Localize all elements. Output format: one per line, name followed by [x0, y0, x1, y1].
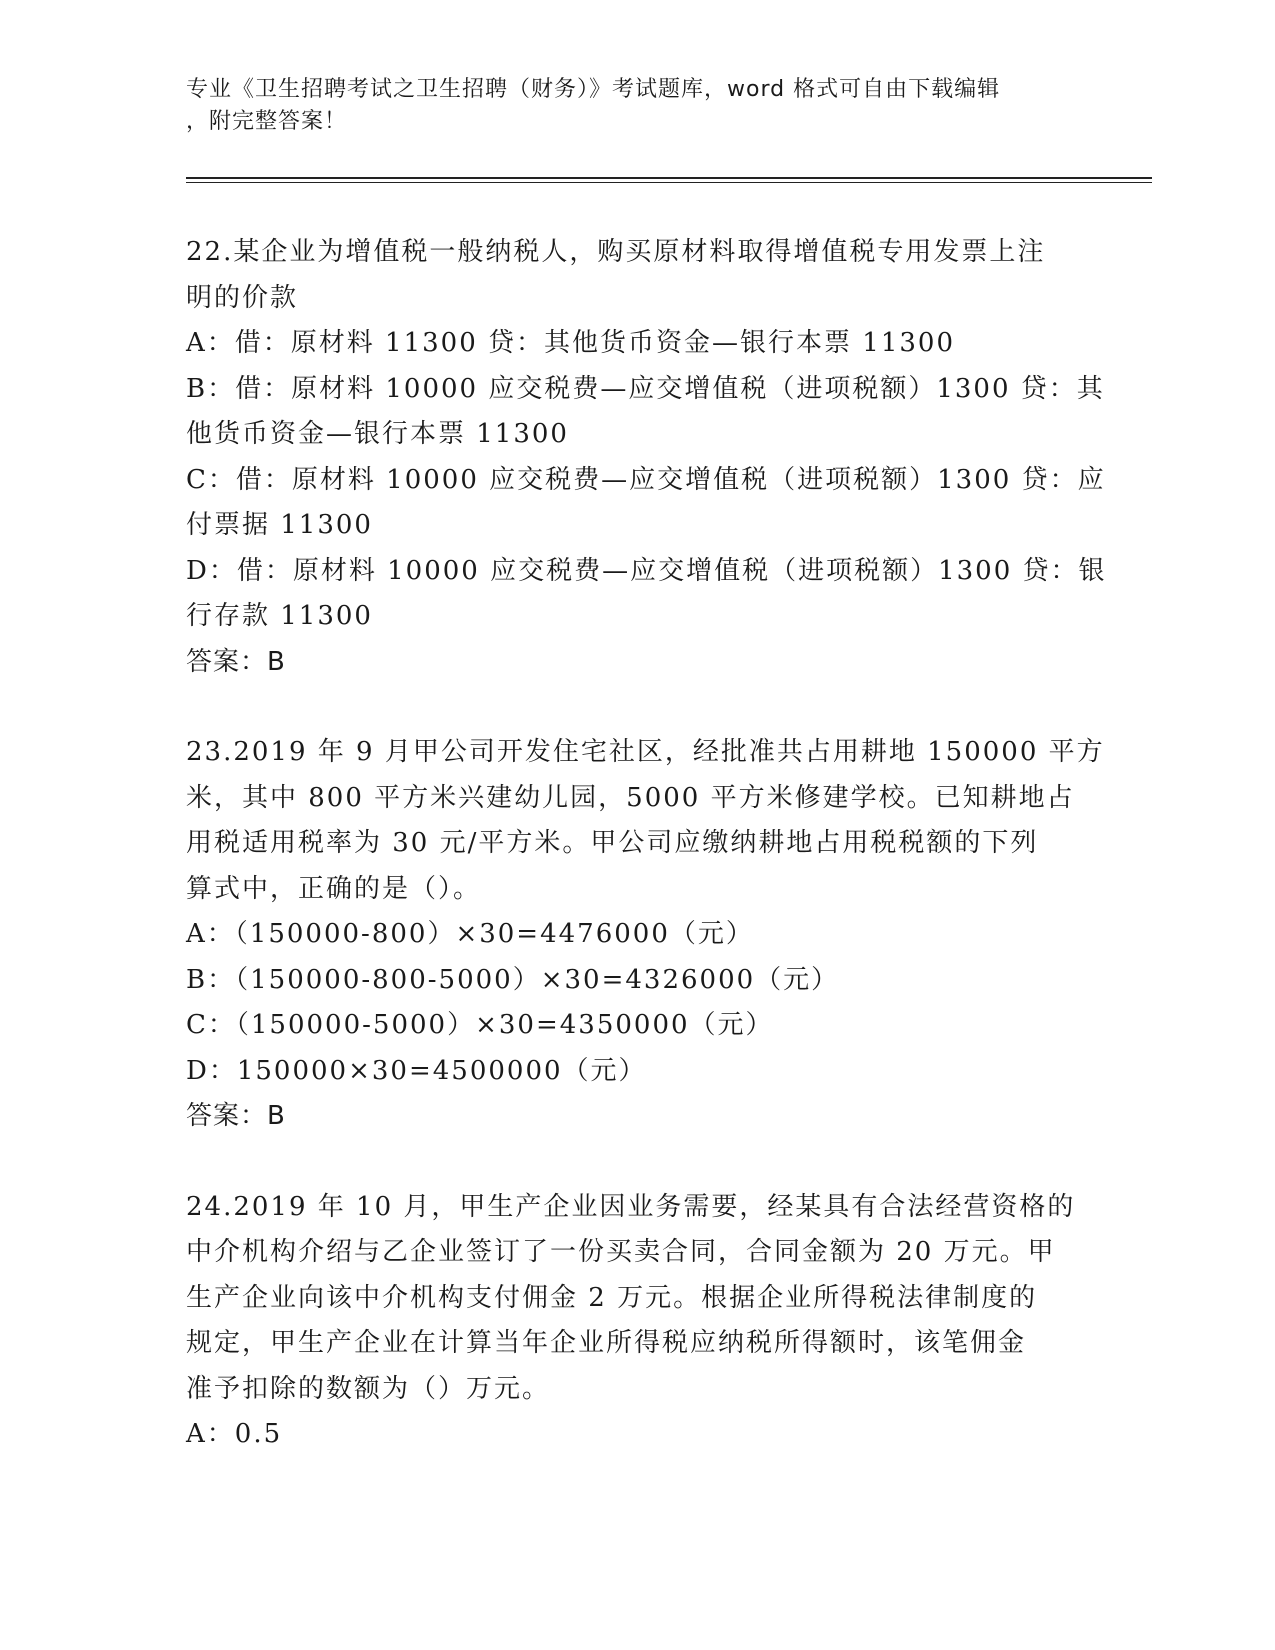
question-1 [186, 230, 1107, 685]
header-divider-thick [186, 177, 1152, 179]
option-line: A：0.5 [186, 1419, 283, 1449]
question-stem-line: 规定，甲生产企业在计算当年企业所得税应纳税所得额时，该笔佣金 [186, 1328, 1027, 1358]
answer-label: 答案：B [186, 646, 286, 677]
option-line: A：借：原材料 11300 贷：其他货币资金—银行本票 11300 [186, 328, 955, 358]
header-line-2: ，附完整答案！ [186, 109, 348, 134]
question-list [186, 230, 1107, 1503]
option-line: 行存款 11300 [186, 601, 373, 631]
question-stem-line: 算式中，正确的是（）。 [186, 873, 482, 904]
header-line-1: 专业《卫生招聘考试之卫生招聘（财务）》考试题库，word 格式可自由下载编辑 [186, 77, 1001, 102]
option-line: D：150000×30=4500000（元） [186, 1055, 647, 1086]
question-stem-line: 准予扣除的数额为（）万元。 [186, 1373, 551, 1404]
option-line: A：（150000-800）×30=4476000（元） [186, 919, 754, 949]
question-stem-line: 米，其中 800 平方米兴建幼儿园，5000 平方米修建学校。已知耕地占 [186, 782, 1075, 813]
option-line: B：（150000-800-5000）×30=4326000（元） [186, 964, 840, 995]
header-divider-thin [186, 182, 1152, 183]
question-3 [186, 1185, 1086, 1458]
option-line: 他货币资金—银行本票 11300 [186, 419, 569, 449]
option-line: D：借：原材料 10000 应交税费—应交增值税（进项税额）1300 贷：银 [186, 555, 1107, 586]
question-2 [186, 730, 1105, 1140]
option-line: C：（150000-5000）×30=4350000（元） [186, 1010, 774, 1040]
option-line: 付票据 11300 [186, 510, 373, 540]
option-line: B：借：原材料 10000 应交税费—应交增值税（进项税额）1300 贷：其 [186, 373, 1105, 404]
question-stem-line: 23.2019 年 9 月甲公司开发住宅社区，经批准共占用耕地 150000 平方 [186, 737, 1105, 767]
question-stem-line: 明的价款 [186, 282, 299, 313]
question-stem-line: 中介机构介绍与乙企业签订了一份买卖合同，合同金额为 20 万元。甲 [186, 1237, 1056, 1267]
question-stem-line: 24.2019 年 10 月，甲生产企业因业务需要，经某具有合法经营资格的 [186, 1191, 1076, 1222]
document-header [186, 74, 1086, 138]
question-stem-line: 生产企业向该中介机构支付佣金 2 万元。根据企业所得税法律制度的 [186, 1282, 1038, 1313]
answer-label: 答案：B [186, 1101, 286, 1131]
question-stem-line: 22.某企业为增值税一般纳税人，购买原材料取得增值税专用发票上注 [186, 237, 1046, 267]
option-line: C：借：原材料 10000 应交税费—应交增值税（进项税额）1300 贷：应 [186, 464, 1106, 495]
question-stem-line: 用税适用税率为 30 元/平方米。甲公司应缴纳耕地占用税税额的下列 [186, 828, 1039, 858]
